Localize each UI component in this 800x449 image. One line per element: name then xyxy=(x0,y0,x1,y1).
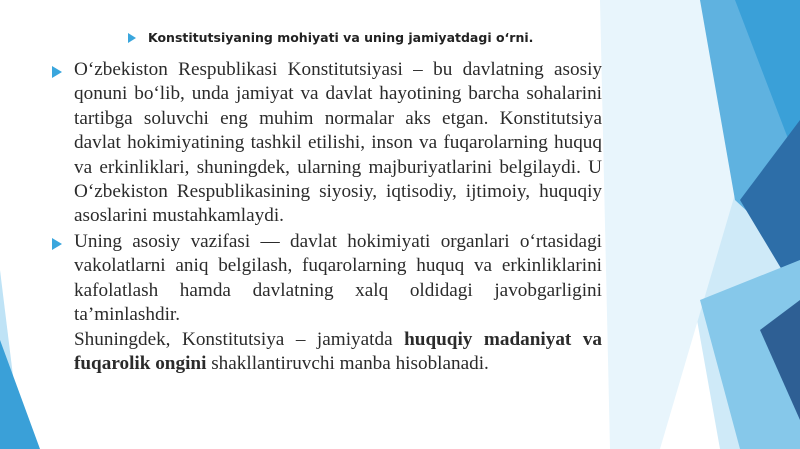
paragraph-1: O‘zbekiston Respublikasi Konstitutsiyasi – bu davlatning asosiy qonuni bo‘lib, unda jamiyat va davlat hayotining barcha sohalarini tartibga soluvchi eng muhim normalar aks etgan. Konstitutsiya davlat hokimiyatining tashkil etilishi, inson va fuqarolarning huquq va erkinliklari, shuningdek, ularning majburiyatlarini belgilaydi. U O‘zbekiston Respublikasining siyosiy, iqtisodiy, ijtimoiy, huquqiy asoslarini mustahkamlaydi. xyxy=(74,59,602,227)
paragraph-3 xyxy=(74,328,602,377)
heading-bullet-icon xyxy=(128,33,136,43)
paragraph-3-suffix: shakllantiruvchi manba hisoblanadi. xyxy=(211,353,489,375)
bullet-icon xyxy=(52,238,62,250)
bullet-icon xyxy=(52,66,62,78)
slide-heading: Konstitutsiyaning mohiyati va uning jamiyatdagi o‘rni. xyxy=(148,30,534,45)
paragraph-3-emphasis: huquqiy madaniyat va fuqarolik ongini xyxy=(74,329,603,375)
paragraph-3-prefix: Shuningdek, Konstitutsiya – jamiyatda xyxy=(74,329,393,350)
paragraph-2: Uning asosiy vazifasi — davlat hokimiyati organlari o‘rtasidagi vakolatlarni aniq belgilash, fuqarolarning huquq va erkinliklarini kafolatlash hamda davlatning xalq oldidagi javobgarligini ta’minlashdir. xyxy=(74,231,602,326)
heading-row xyxy=(128,30,533,45)
